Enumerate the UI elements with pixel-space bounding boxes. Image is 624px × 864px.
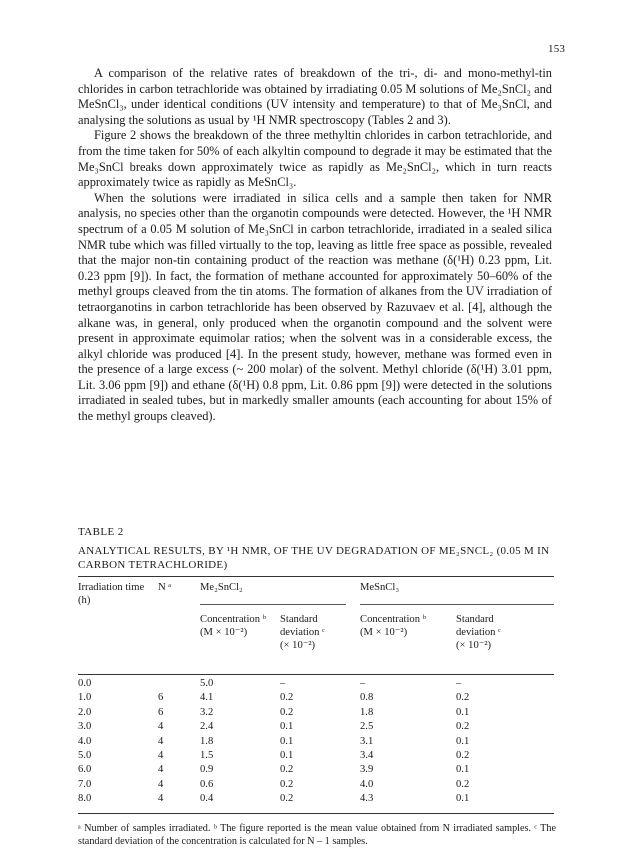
cell-n: 4 (158, 793, 164, 805)
cell-time: 1.0 (78, 692, 92, 704)
header-me2sncl2: Me₂SnCl₂ (200, 582, 243, 593)
cell-n: 6 (158, 692, 164, 704)
cell-time: 8.0 (78, 793, 92, 805)
cell-sd-me2sncl2: 0.2 (280, 706, 294, 718)
header-concentration-1: Concentration ᵇ (200, 614, 266, 625)
cell-sd-mesncl3: 0.1 (456, 793, 470, 805)
table-header-rule (78, 674, 554, 675)
cell-time: 2.0 (78, 706, 92, 718)
cell-n: 4 (158, 764, 164, 776)
table-row (78, 779, 554, 793)
cell-time: 3.0 (78, 721, 92, 733)
cell-sd-me2sncl2: 0.2 (280, 692, 294, 704)
cell-conc-me2sncl2: 3.2 (200, 706, 214, 718)
table-bottom-rule (78, 813, 554, 814)
header-standard-2: Standard (456, 614, 494, 625)
cell-n: 4 (158, 749, 164, 761)
header-concentration-unit-2: (M × 10⁻²) (360, 627, 408, 638)
header-concentration-2: Concentration ᵇ (360, 614, 426, 625)
header-irradiation-time: Irradiation time (h) (78, 582, 145, 606)
cell-sd-me2sncl2: 0.2 (280, 793, 294, 805)
cell-conc-me2sncl2: 2.4 (200, 721, 214, 733)
table-top-rule (78, 576, 554, 577)
cell-conc-mesncl3: 2.5 (360, 721, 374, 733)
cell-conc-me2sncl2: 0.6 (200, 778, 214, 790)
cell-sd-me2sncl2: 0.1 (280, 721, 294, 733)
paragraph-comparison: A comparison of the relative rates of breakdown of the tri-, di- and mono-methyl-tin chlorides in carbon tetrachloride was obtained by irradiating 0.05 M solutions of Me₂SnCl₂ and MeSnCl₃, under identical conditions (UV intensity and temperature) to that of Me₃SnCl, and analysing the solutions as usual by ¹H NMR spectroscopy (Tables 2 and 3). (78, 66, 552, 127)
cell-conc-mesncl3: 0.8 (360, 692, 374, 704)
cell-conc-me2sncl2: 1.8 (200, 735, 214, 747)
table-row (78, 707, 554, 721)
cell-time: 7.0 (78, 778, 92, 790)
table-row (78, 764, 554, 778)
group-rule-mesncl3 (360, 604, 554, 605)
body-text (78, 66, 552, 425)
cell-n: 4 (158, 721, 164, 733)
cell-sd-mesncl3: 0.2 (456, 778, 470, 790)
cell-n: 6 (158, 706, 164, 718)
table-caption: ANALYTICAL RESULTS, BY ¹H NMR, OF THE UV DEGRADATION OF ME₂SNCL₂ (0.05 M IN CARBON TETRACHLORIDE) (78, 545, 550, 571)
cell-time: 0.0 (78, 678, 92, 689)
cell-time: 4.0 (78, 735, 92, 747)
cell-conc-me2sncl2: 0.9 (200, 764, 214, 776)
header-concentration-unit-1: (M × 10⁻²) (200, 627, 248, 638)
header-deviation-1: deviation ᶜ (280, 627, 325, 638)
header-deviation-2: deviation ᶜ (456, 627, 501, 638)
paragraph-methane-formation: When the solutions were irradiated in silica cells and a sample then taken for NMR analysis, no species other than the organotin compounds were detected. However, the ¹H NMR spectrum of a 0.05 M solution of Me₃SnCl in carbon tetrachloride, irradiated in a sealed silica NMR tube which was filled virtually to the top, leaving as little free space as possible, revealed that the major non-tin containing product of the reaction was methane (δ(¹H) 0.23 ppm, Lit. 0.23 ppm [9]). In fact, the formation of methane accounted for approximately 50–60% of the methyl groups cleaved from the tin atoms. The formation of alkanes from the UV irradiation of tetraorganotins in carbon tetrachloride has been observed by Razuvaev et al. [4], although the alkane was, in general, only produced when the organotin compound and the solvent were present in approximate equimolar ratios; when the solvent was in a considerable excess, the alkyl chloride was produced [4]. In the present study, however, methane was formed even in the presence of a large excess (~ 200 molar) of the solvent. Methyl chloride (δ(¹H) 3.01 ppm, Lit. 3.06 ppm [9]) and ethane (δ(¹H) 0.8 ppm, Lit. 0.86 ppm [9]) were detected in the solutions irradiated in sealed tubes, but in markedly smaller amounts (each accounting for about 15% of the methyl groups cleaved). (78, 190, 552, 424)
cell-sd-mesncl3: 0.1 (456, 764, 470, 776)
cell-conc-mesncl3: 4.3 (360, 793, 374, 805)
cell-conc-me2sncl2: 4.1 (200, 692, 214, 704)
paragraph-figure-2: Figure 2 shows the breakdown of the three methyltin chlorides in carbon tetrachloride, and from the time taken for 50% of each alkyltin compound to degrade it may be estimated that the Me₃SnCl breaks down approximately twice as rapidly as Me₂SnCl₂, which in turn reacts approximately twice as rapidly as MeSnCl₃. (78, 128, 552, 190)
cell-conc-me2sncl2: 5.0 (200, 678, 214, 689)
page-number: 153 (548, 43, 566, 55)
header-standard-1: Standard (280, 614, 318, 625)
cell-conc-mesncl3: – (360, 678, 366, 689)
cell-sd-mesncl3: 0.1 (456, 735, 470, 747)
cell-sd-mesncl3: 0.2 (456, 692, 470, 704)
table-row (78, 793, 554, 807)
cell-sd-me2sncl2: 0.1 (280, 735, 294, 747)
group-rule-me2sncl2 (200, 604, 346, 605)
cell-n: 4 (158, 778, 164, 790)
cell-conc-mesncl3: 4.0 (360, 778, 374, 790)
table-row (78, 736, 554, 750)
cell-conc-me2sncl2: 1.5 (200, 749, 214, 761)
header-mesncl3: MeSnCl₃ (360, 582, 400, 593)
table-footnote: ᵃ Number of samples irradiated. ᵇ The figure reported is the mean value obtained from N irradiated samples. ᶜ The standard deviation of the concentration is calculated for N – 1 samples. (78, 823, 556, 847)
table-row (78, 750, 554, 764)
cell-conc-mesncl3: 3.4 (360, 749, 374, 761)
cell-conc-me2sncl2: 0.4 (200, 793, 214, 805)
cell-time: 6.0 (78, 764, 92, 776)
header-sd-unit-2: (× 10⁻²) (456, 640, 492, 651)
cell-sd-mesncl3: 0.1 (456, 706, 470, 718)
table-row (78, 678, 554, 692)
table-label: TABLE 2 (78, 526, 124, 538)
cell-conc-mesncl3: 3.9 (360, 764, 374, 776)
cell-sd-me2sncl2: 0.2 (280, 764, 294, 776)
header-n: N ᵃ (158, 582, 172, 593)
cell-time: 5.0 (78, 749, 92, 761)
cell-sd-mesncl3: 0.2 (456, 721, 470, 733)
cell-sd-me2sncl2: 0.1 (280, 749, 294, 761)
cell-conc-mesncl3: 1.8 (360, 706, 374, 718)
cell-n (158, 678, 200, 692)
table-row (78, 692, 554, 706)
cell-sd-mesncl3: 0.2 (456, 749, 470, 761)
cell-conc-mesncl3: 3.1 (360, 735, 374, 747)
table-row (78, 721, 554, 735)
cell-sd-me2sncl2: – (280, 678, 286, 689)
cell-sd-me2sncl2: 0.2 (280, 778, 294, 790)
header-sd-unit-1: (× 10⁻²) (280, 640, 316, 651)
cell-n: 4 (158, 735, 164, 747)
cell-sd-mesncl3: – (456, 678, 462, 689)
table-body (78, 678, 554, 808)
